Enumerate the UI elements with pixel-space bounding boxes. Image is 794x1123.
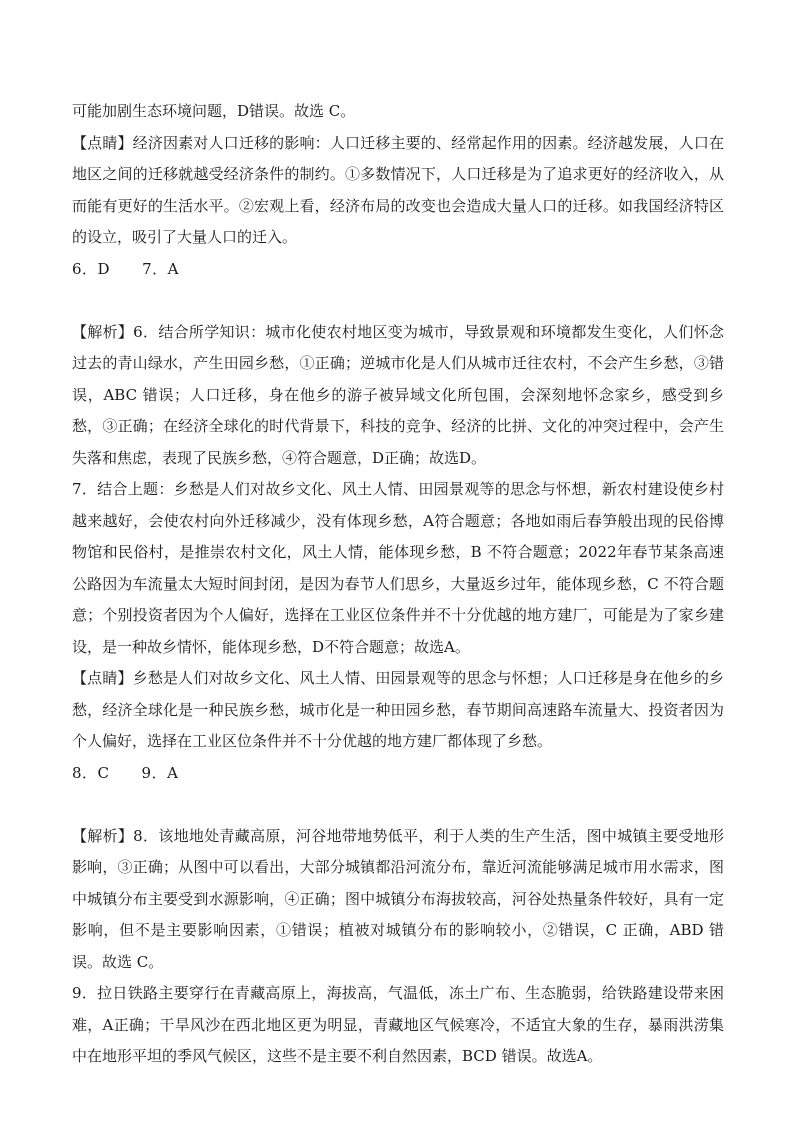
answer-item: 9．A xyxy=(141,763,179,782)
analysis-paragraph: 【解析】8．该地地处青藏高原，河谷地带地势低平，利于人类的生产生活，图中城镇主要受地形影响，③正确；从图中可以看出，大部分城镇都沿河流分布，靠近河流能够满足城市用水需求，图中城镇分布主要受到水源影响，④正确；图中城镇分布海拔较高，河谷处热量条件较好，具有一定影响，但不是主要影响因素，①错误；植被对城镇分布的影响较小，②错误，C 正确，ABD 错误。故选 C。 xyxy=(72,826,724,971)
blank-line xyxy=(72,789,724,821)
answer-line xyxy=(72,758,724,790)
answer-item: 6．D xyxy=(72,259,111,278)
tip-paragraph: 【点睛】经济因素对人口迁移的影响：人口迁移主要的、经常起作用的因素。经济越发展，人口在地区之间的迁移就越受经济条件的制约。①多数情况下，人口迁移是为了追求更好的经济收入，从而能有更好的生活水平。②宏观上看，经济布局的改变也会造成大量人口的迁移。如我国经济特区的设立，吸引了大量人口的迁入。 xyxy=(72,133,724,246)
analysis-paragraph: 【解析】6．结合所学知识：城市化使农村地区变为城市，导致景观和环境都发生变化，人们怀念过去的青山绿水，产生田园乡愁，①正确；逆城市化是人们从城市迁往农村，不会产生乡愁，③错误，ABC 错误；人口迁移，身在他乡的游子被异域文化所包围，会深刻地怀念家乡，感受到乡愁，③正确；在经济全球化的时代背景下，科技的竞争、经济的比拼、文化的冲突过程中，会产生失落和焦虑，表现了民族乡愁，④符合题意，D正确；故选D。 xyxy=(72,322,724,467)
blank-line xyxy=(72,285,724,317)
answer-item: 8．C xyxy=(72,763,110,782)
answer-line xyxy=(72,254,724,286)
document-page xyxy=(72,96,724,1073)
analysis-paragraph: 9．拉日铁路主要穿行在青藏高原上，海拔高，气温低，冻土广布、生态脆弱，给铁路建设带来困难，A正确；干旱风沙在西北地区更为明显，青藏地区气候寒冷，不适宜大象的生存，暴雨洪涝集中在地形平坦的季风气候区，这些不是主要不利自然因素，BCD 错误。故选A。 xyxy=(72,984,724,1065)
analysis-paragraph: 7．结合上题：乡愁是人们对故乡文化、风土人情、田园景观等的思念与怀想，新农村建设使乡村越来越好，会使农村向外迁移减少，没有体现乡愁，A符合题意；各地如雨后春笋般出现的民俗博物馆和民俗村，是推崇农村文化，风土人情，能体现乡愁，B 不符合题意；2022年春节某条高速公路因为车流量太大短时间封闭，是因为春节人们思乡，大量返乡过年，能体现乡愁，C 不符合题意；个别投资者因为个人偏好，选择在工业区位条件并不十分优越的地方建厂，可能是为了家乡建设，是一种故乡情怀，能体现乡愁，D不符合题意；故选A。 xyxy=(72,480,724,656)
tip-paragraph: 【点睛】乡愁是人们对故乡文化、风土人情、田园景观等的思念与怀想；人口迁移是身在他乡的乡愁，经济全球化是一种民族乡愁，城市化是一种田园乡愁，春节期间高速路车流量大、投资者因为个人偏好，选择在工业区位条件并不十分优越的地方建厂都体现了乡愁。 xyxy=(72,669,724,750)
answer-item: 7．A xyxy=(142,259,179,278)
paragraph-continuation: 可能加剧生态环境问题，D错误。故选 C。 xyxy=(72,102,356,120)
